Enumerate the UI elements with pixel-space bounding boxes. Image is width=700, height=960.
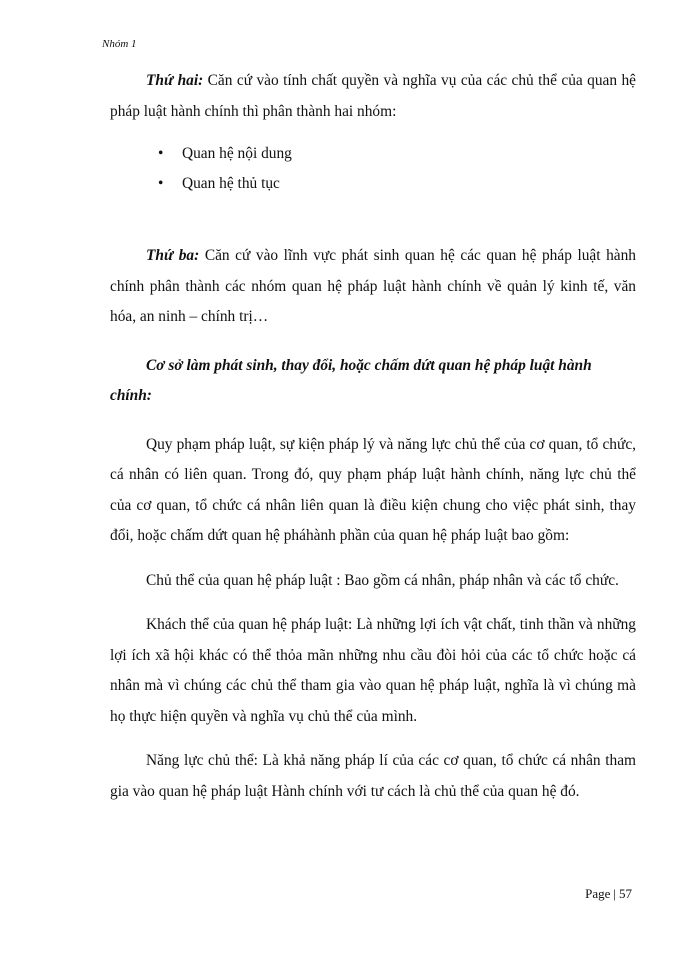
page-number: 57 [619,886,632,901]
paragraph-third-classification [110,241,636,333]
spacer [110,333,636,351]
paragraph-third-text: Căn cứ vào lĩnh vực phát sinh quan hệ các quan hệ pháp luật hành chính phân thành các nhóm quan hệ pháp luật hành chính về quản lý kinh tế, văn hóa, an ninh – chính trị… [110,247,637,325]
spacer [110,596,636,610]
paragraph-second-text: Căn cứ vào tính chất quyền và nghĩa vụ của các chủ thể của quan hệ pháp luật hành chính thì phân thành hai nhóm: [110,72,636,120]
spacer [110,412,636,430]
paragraph-basis: Quy phạm pháp luật, sự kiện pháp lý và năng lực chủ thể của cơ quan, tổ chức, cá nhân có liên quan. Trong đó, quy phạm pháp luật hành chính, năng lực chủ thể của cơ quan, tổ chức cá nhân liên quan là điều kiện chung cho việc phát sinh, thay đổi, hoặc chấm dứt quan hệ pháhành phần của quan hệ pháp luật bao gồm: [110,435,636,544]
bullet-icon: • [158,145,164,162]
spacer [110,552,636,566]
paragraph-object: Khách thể của quan hệ pháp luật: Là những lợi ích vật chất, tinh thần và những lợi ích xã hội khác có thể thỏa mãn những nhu cầu đòi hỏi của các tổ chức hoặc cá nhân mà vì chúng các chủ thể tham gia vào quan hệ pháp luật, nghĩa là vì chúng mà họ thực hiện quyền và nghĩa vụ chủ thể của mình. [110,616,636,725]
list-item: • Quan hệ thủ tục [182,169,636,199]
bullet-list [110,139,636,199]
spacer [110,199,636,241]
paragraph-capacity: Năng lực chủ thể: Là khả năng pháp lí của các cơ quan, tổ chức cá nhân tham gia vào quan hệ pháp luật Hành chính với tư cách là chủ thể của quan hệ đó. [110,752,636,800]
page-header: Nhóm 1 [102,38,137,50]
lead-third: Thứ ba: [146,247,200,264]
page-footer [585,886,632,902]
page-label: Page [585,886,611,901]
section-heading: Cơ sở làm phát sinh, thay đổi, hoặc chấm dứt quan hệ pháp luật hành chính: [110,356,592,404]
lead-second: Thứ hai: [146,72,204,89]
page-body [110,66,636,807]
list-item: • Quan hệ nội dung [182,139,636,169]
spacer [110,732,636,746]
page-separator: | [613,886,616,901]
paragraph-second-classification [110,66,636,127]
bullet-icon: • [158,175,164,192]
paragraph-subject: Chủ thể của quan hệ pháp luật : Bao gồm cá nhân, pháp nhân và các tổ chức. [146,571,619,589]
